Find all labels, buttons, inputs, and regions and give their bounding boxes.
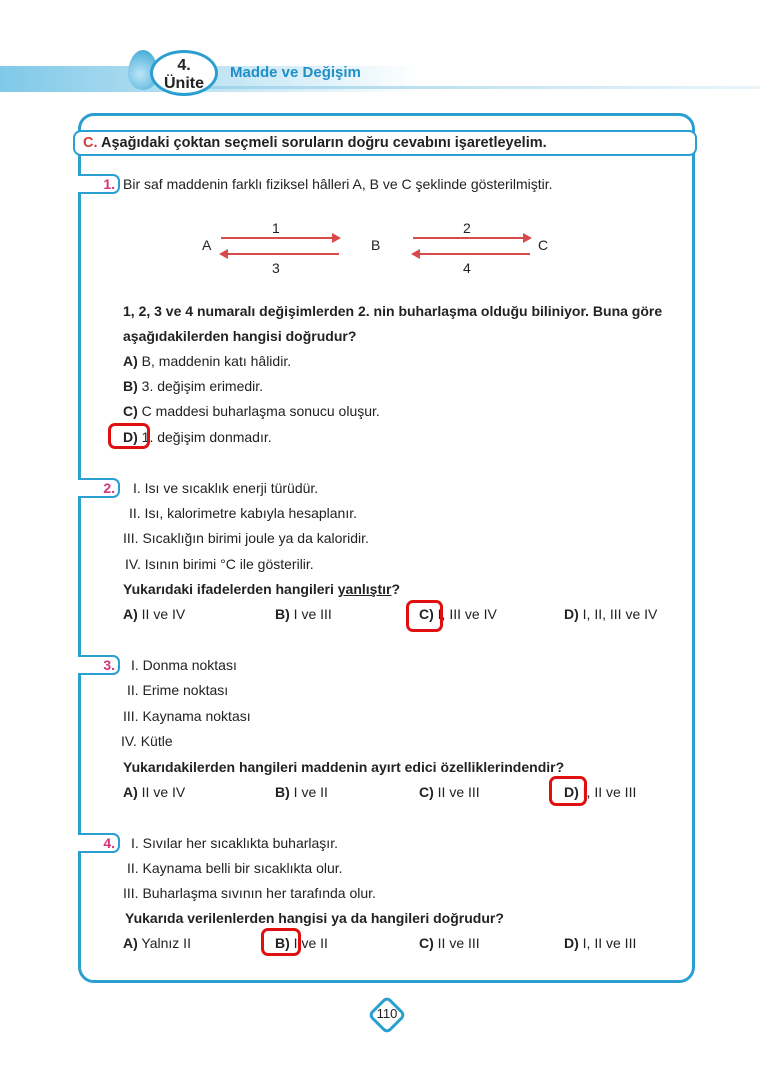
option-c[interactable]: C) II ve III xyxy=(419,784,480,800)
unit-badge xyxy=(150,50,218,96)
page-number: 110 xyxy=(376,1006,398,1021)
option-a[interactable]: A) II ve IV xyxy=(123,784,186,800)
question-number: 2. xyxy=(78,478,120,498)
arrow-right-icon xyxy=(413,237,530,239)
state-c: C xyxy=(538,237,549,253)
option-b[interactable]: B) 3. değişim erimedir. xyxy=(123,378,264,394)
question-intro: Bir saf maddenin farklı fiziksel hâlleri A, B ve C şeklinde gösterilmiştir. xyxy=(123,176,553,192)
answer-mark xyxy=(108,423,150,449)
section-letter: C. xyxy=(83,135,98,151)
statement: IV. Isının birimi °C ile gösterilir. xyxy=(125,556,314,572)
unit-number: 4. xyxy=(177,57,191,74)
statement: II. Isı, kalorimetre kabıyla hesaplanır. xyxy=(129,505,357,521)
question-number: 1. xyxy=(78,174,120,194)
option-b[interactable]: B) I ve III xyxy=(275,606,332,622)
arrow-label: 4 xyxy=(463,260,471,276)
statement: I. Isı ve sıcaklık enerji türüdür. xyxy=(133,480,319,496)
option-c[interactable]: C) II ve III xyxy=(419,935,480,951)
question-number: 4. xyxy=(78,833,120,853)
question-stem: Yukarıdakilerden hangileri maddenin ayırt edici özelliklerindendir? xyxy=(123,759,565,775)
section-header xyxy=(73,130,697,156)
option-c[interactable]: C) C maddesi buharlaşma sonucu oluşur. xyxy=(123,403,380,419)
question-stem: 1, 2, 3 ve 4 numaralı değişimlerden 2. nin buharlaşma olduğu biliniyor. Buna göre xyxy=(123,303,663,319)
option-a[interactable]: A) Yalnız II xyxy=(123,935,191,951)
option-d[interactable]: D) I, II, III ve IV xyxy=(564,606,658,622)
statement: II. Erime noktası xyxy=(127,682,229,698)
page-number-badge xyxy=(368,996,406,1034)
state-a: A xyxy=(202,237,212,253)
option-d[interactable]: D) I, II ve III xyxy=(564,935,637,951)
statement: I. Donma noktası xyxy=(131,657,237,673)
statement: III. Sıcaklığın birimi joule ya da kaloridir. xyxy=(123,530,369,546)
unit-title: Madde ve Değişim xyxy=(230,64,361,81)
statement: II. Kaynama belli bir sıcaklıkta olur. xyxy=(127,860,343,876)
statement: I. Sıvılar her sıcaklıkta buharlaşır. xyxy=(131,835,338,851)
arrow-label: 2 xyxy=(463,220,471,236)
section-instruction: Aşağıdaki çoktan seçmeli soruların doğru cevabını işaretleyelim. xyxy=(101,135,547,151)
unit-label: Ünite xyxy=(164,75,204,92)
content-frame xyxy=(78,113,695,983)
statement: III. Buharlaşma sıvının her tarafında olur. xyxy=(123,885,376,901)
answer-mark xyxy=(261,928,301,956)
answer-mark xyxy=(406,600,443,632)
statement: III. Kaynama noktası xyxy=(123,708,251,724)
option-d[interactable]: D) I, II ve III xyxy=(564,784,637,800)
option-a[interactable]: A) B, maddenin katı hâlidir. xyxy=(123,353,292,369)
option-b[interactable]: B) I ve II xyxy=(275,784,328,800)
question-stem: Yukarıdaki ifadelerden hangileri yanlıştır? xyxy=(123,581,401,597)
option-d[interactable]: D) 1. değişim donmadır. xyxy=(123,429,272,445)
header-line xyxy=(200,86,760,89)
question-stem: Yukarıda verilenlerden hangisi ya da hangileri doğrudur? xyxy=(125,910,504,926)
arrow-left-icon xyxy=(221,253,339,255)
question-number: 3. xyxy=(78,655,120,675)
question-stem: aşağıdakilerden hangisi doğrudur? xyxy=(123,328,357,344)
state-b: B xyxy=(371,237,381,253)
option-a[interactable]: A) II ve IV xyxy=(123,606,186,622)
arrow-label: 1 xyxy=(272,220,280,236)
statement: IV. Kütle xyxy=(121,733,173,749)
answer-mark xyxy=(549,776,587,806)
option-c[interactable]: C) I, III ve IV xyxy=(419,606,497,622)
arrow-right-icon xyxy=(221,237,339,239)
arrow-left-icon xyxy=(413,253,530,255)
arrow-label: 3 xyxy=(272,260,280,276)
option-b[interactable]: B) I ve II xyxy=(275,935,328,951)
